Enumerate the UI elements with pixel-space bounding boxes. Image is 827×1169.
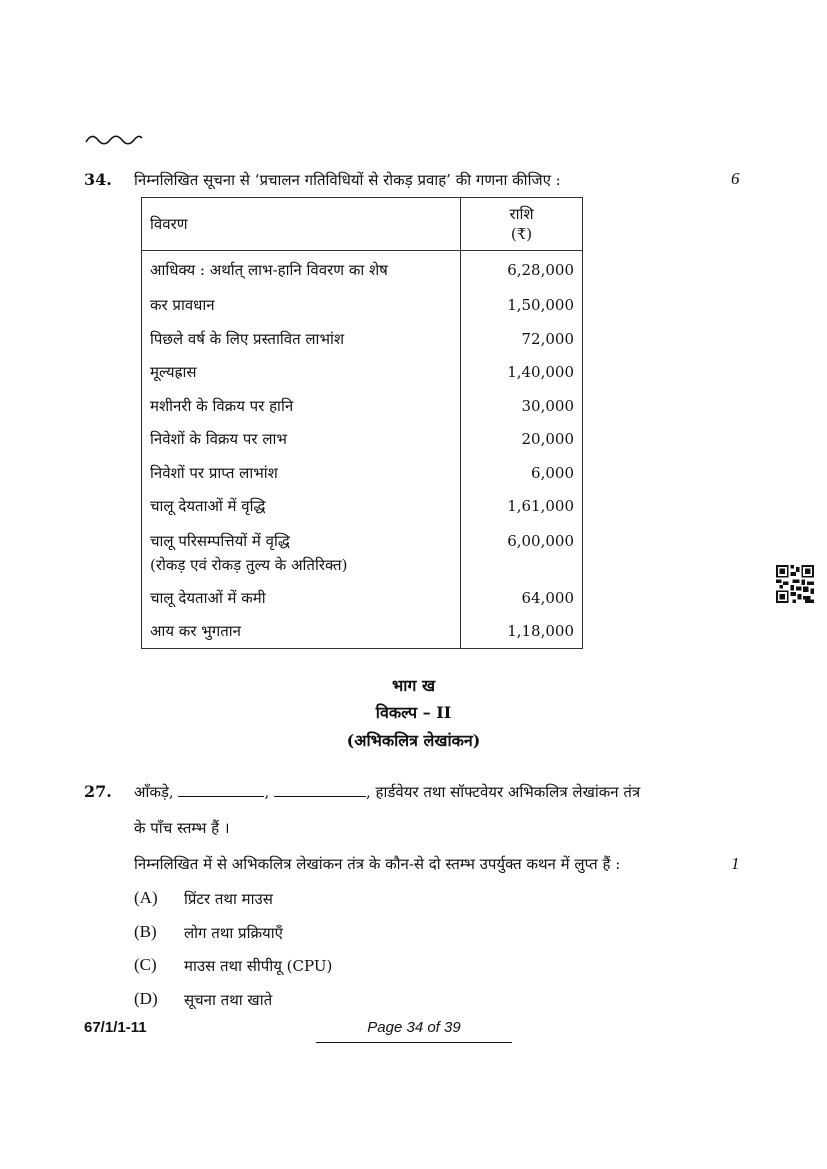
option-text: प्रिंटर तथा माउस [184,890,273,908]
question-statement-line2: के पाँच स्तम्भ हैं । [134,819,230,837]
row-amount: 20,000 [461,423,583,457]
option-label: (D) [134,989,158,1008]
option-label: (B) [134,922,157,941]
row-particulars-line2: (रोकड़ एवं रोकड़ तुल्य के अतिरिक्त) [150,556,348,574]
row-amount: 6,000 [461,456,583,490]
option-text: सूचना तथा खाते [184,991,273,1009]
row-particulars: आय कर भुगतान [150,622,241,641]
header-amount [461,198,583,251]
footer-divider [316,1042,512,1043]
table-row [142,423,583,457]
option-b [134,922,283,942]
section-part-heading: भाग ख [391,676,436,695]
option-label: (C) [134,955,157,974]
table-row [142,251,583,289]
section-subject-heading: (अभिकलित्र लेखांकन) [346,731,481,750]
table-row [142,389,583,423]
header-amount-unit: (₹) [510,225,533,243]
row-particulars [142,523,461,581]
page-number: Page 34 of 39 [367,1019,461,1036]
row-amount: 1,18,000 [461,615,583,649]
row-particulars: आधिक्य : अर्थात् लाभ-हानि विवरण का शेष [150,260,388,279]
row-amount: 64,000 [461,581,583,615]
question-marks: 6 [731,169,740,188]
row-particulars-line1: चालू परिसम्पत्तियों में वृद्धि [150,532,290,550]
row-particulars: चालू देयताओं में वृद्धि [150,497,266,516]
table-row [142,615,583,649]
statement-suffix: , हार्डवेयर तथा सॉफ्टवेयर अभिकलित्र लेखांकन तंत्र [366,783,641,801]
option-label: (A) [134,888,158,907]
row-particulars: कर प्रावधान [150,296,215,315]
header-amount-label: राशि [509,205,534,223]
table-header-row [142,198,583,251]
table-row [142,356,583,390]
question-statement [134,782,734,802]
row-particulars: निवेशों के विक्रय पर लाभ [150,430,287,449]
row-amount: 1,40,000 [461,356,583,390]
row-amount: 72,000 [461,322,583,356]
header-particulars: विवरण [142,198,461,251]
table-row [142,581,583,615]
question-text: निम्नलिखित सूचना से ‘प्रचालन गतिविधियों से रोकड़ प्रवाह’ की गणना कीजिए : [134,171,561,189]
question-number: 27. [84,782,112,801]
option-c [134,955,333,975]
table-row [142,523,583,581]
squiggle-ornament-icon [84,132,144,148]
row-particulars: मूल्यह्रास [150,363,197,382]
blank-separator: , [264,783,270,801]
blank-1 [178,782,264,797]
question-marks: 1 [731,854,740,873]
statement-prefix: आँकड़े, [134,783,174,801]
row-particulars: निवेशों पर प्राप्त लाभांश [150,463,278,482]
blank-2 [274,782,366,797]
row-particulars: मशीनरी के विक्रय पर हानि [150,396,294,415]
row-amount: 1,61,000 [461,490,583,524]
row-amount: 6,28,000 [461,251,583,289]
table-row [142,289,583,323]
table-row [142,456,583,490]
question-prompt: निम्नलिखित में से अभिकलित्र लेखांकन तंत्र के कौन-से दो स्तम्भ उपर्युक्त कथन में लुप्त हैं : [134,855,621,873]
qr-code-icon [776,565,814,603]
row-amount: 1,50,000 [461,289,583,323]
section-option-heading: विकल्प – II [375,703,452,722]
option-text: लोग तथा प्रक्रियाएँ [184,924,283,942]
question-number: 34. [84,170,112,189]
cash-flow-data-table [141,197,583,649]
row-amount: 6,00,000 [461,523,583,581]
table-row [142,322,583,356]
paper-code: 67/1/1-11 [84,1019,147,1036]
option-d [134,989,273,1009]
option-a [134,888,273,908]
row-particulars: पिछले वर्ष के लिए प्रस्तावित लाभांश [150,329,345,348]
row-amount: 30,000 [461,389,583,423]
option-text: माउस तथा सीपीयू (CPU) [184,957,333,975]
table-row [142,490,583,524]
row-particulars: चालू देयताओं में कमी [150,588,266,607]
